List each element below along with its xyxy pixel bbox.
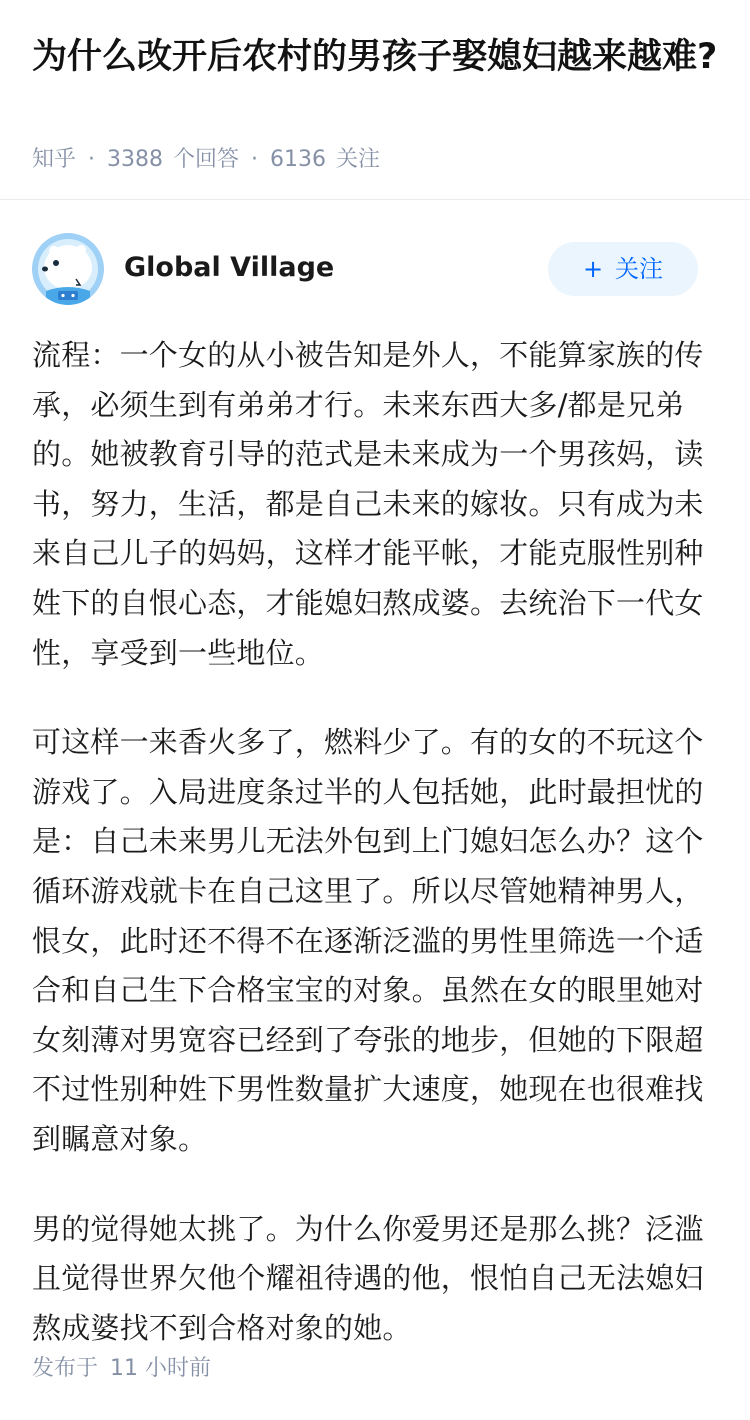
question-header [0, 0, 750, 200]
avatar[interactable] [32, 233, 104, 305]
header-divider [0, 199, 750, 200]
answer-paragraph: 男的觉得她太挑了。为什么你爱男还是那么挑？泛滥且觉得世界欠他个耀祖待遇的他，恨怕自己无法媳妇熬成婆找不到合格对象的她。 [32, 1211, 704, 1345]
publish-info [32, 1352, 211, 1386]
publish-time: 11 小时前 [110, 1356, 212, 1381]
follower-count: 6136 [270, 147, 327, 172]
answer-count-label[interactable]: 个回答 [173, 147, 240, 172]
follower-count-label[interactable]: 关注 [336, 147, 381, 172]
question-meta [32, 144, 380, 176]
plus-icon: + [582, 255, 604, 283]
answer-author-row [32, 233, 718, 307]
question-title[interactable]: 为什么改开后农村的男孩子娶媳妇越来越难? [32, 37, 718, 77]
answer-count: 3388 [107, 147, 164, 172]
answer-content [32, 331, 718, 1393]
polar-bear-astronaut-avatar-icon [32, 233, 104, 305]
publish-label: 发布于 [32, 1356, 99, 1381]
answer-paragraph: 流程：一个女的从小被告知是外人，不能算家族的传承，必须生到有弟弟才行。未来东西大多/都是兄弟的。她被教育引导的范式是未来成为一个男孩妈，读书，努力，生活，都是自己未来的嫁妆。只有成为未来自己儿子的妈妈，这样才能平帐，才能克服性别种姓下的自恨心态，才能媳妇熬成婆。去统治下一代女性，享受到一些地位。 [32, 338, 704, 670]
source-label[interactable]: 知乎 [32, 147, 77, 172]
separator-dot: · [88, 147, 96, 172]
follow-button-label: 关注 [615, 255, 664, 283]
author-name[interactable]: Global Village [124, 252, 335, 283]
follow-button[interactable] [548, 242, 698, 296]
separator-dot: · [251, 147, 259, 172]
answer-paragraph: 可这样一来香火多了，燃料少了。有的女的不玩这个游戏了。入局进度条过半的人包括她，此时最担忧的是：自己未来男儿无法外包到上门媳妇怎么办？这个循环游戏就卡在自己这里了。所以尽管她精神男人，恨女，此时还不得不在逐渐泛滥的男性里筛选一个适合和自己生下合格宝宝的对象。虽然在女的眼里她对女刻薄对男宽容已经到了夸张的地步，但她的下限超不过性别种姓下男性数量扩大速度，她现在也很难找到瞩意对象。 [32, 725, 704, 1156]
